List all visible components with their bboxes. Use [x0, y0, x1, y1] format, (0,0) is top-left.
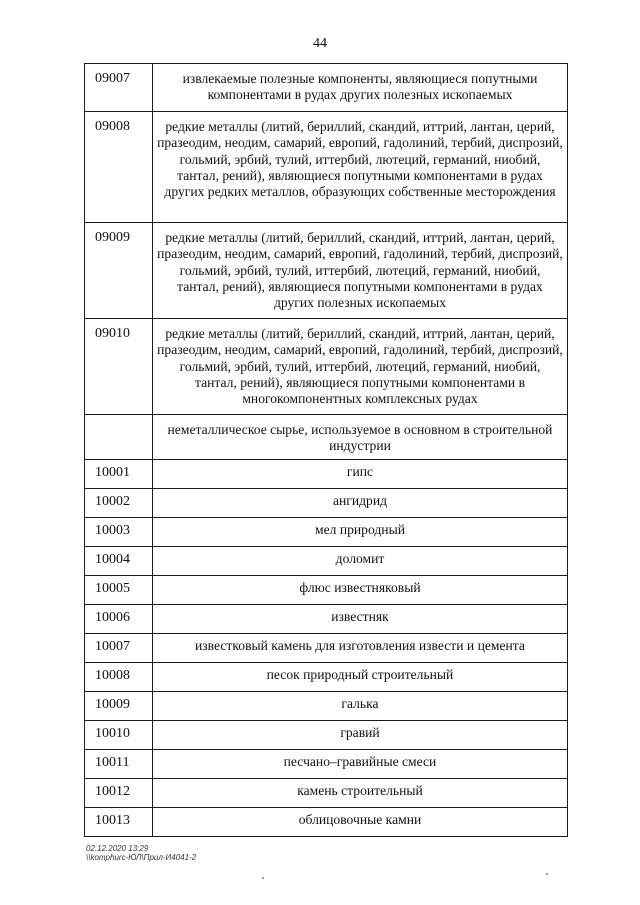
- description-cell: песчано–гравийные смеси: [153, 749, 568, 778]
- table-row: [85, 749, 568, 778]
- table-row: [85, 112, 568, 223]
- code-cell: 10002: [85, 488, 153, 517]
- code-cell: 09009: [85, 223, 153, 319]
- description-cell: известняк: [153, 604, 568, 633]
- scan-speck: [546, 873, 548, 875]
- code-cell: 10010: [85, 720, 153, 749]
- table-row: [85, 604, 568, 633]
- description-cell: известковый камень для изготовления извести и цемента: [153, 633, 568, 662]
- code-cell: 09010: [85, 319, 153, 415]
- table-row: [85, 517, 568, 546]
- code-cell: 09008: [85, 112, 153, 223]
- footer-timestamp: 02.12.2020 13:29: [86, 844, 149, 853]
- description-cell: камень строительный: [153, 778, 568, 807]
- table-row: [85, 575, 568, 604]
- table-row: [85, 778, 568, 807]
- description-cell: мел природный: [153, 517, 568, 546]
- description-cell: галька: [153, 691, 568, 720]
- code-cell: 10006: [85, 604, 153, 633]
- code-cell: [85, 415, 153, 460]
- description-cell: редкие металлы (литий, бериллий, скандий, иттрий, лантан, церий, празеодим, неодим, самарий, европий, гадолиний, тербий, диспрозий, гольмий, эрбий, тулий, иттербий, лютеций, германий, ниобий, тантал, рений), являющиеся попутными компонентами в рудах других полезных ископаемых: [153, 223, 568, 319]
- description-cell: гравий: [153, 720, 568, 749]
- description-cell: флюс известняковый: [153, 575, 568, 604]
- description-cell: редкие металлы (литий, бериллий, скандий, иттрий, лантан, церий, празеодим, неодим, самарий, европий, гадолиний, тербий, диспрозий, гольмий, эрбий, тулий, иттербий, лютеций, германий, ниобий, тантал, рений), являющиеся попутными компонентами в рудах других редких металлов, образующих собственные месторождения: [153, 112, 568, 223]
- table-row: [85, 223, 568, 319]
- table-row: [85, 64, 568, 112]
- code-cell: 10011: [85, 749, 153, 778]
- description-cell: облицовочные камни: [153, 807, 568, 836]
- minerals-code-table: [84, 63, 568, 837]
- table-row: [85, 319, 568, 415]
- table-row: [85, 633, 568, 662]
- code-cell: 10003: [85, 517, 153, 546]
- code-cell: 10009: [85, 691, 153, 720]
- scan-speck: [262, 877, 264, 879]
- description-cell: редкие металлы (литий, бериллий, скандий, иттрий, лантан, церий, празеодим, неодим, самарий, европий, гадолиний, тербий, диспрозий, гольмий, эрбий, тулий, иттербий, лютеций, германий, ниобий, тантал, рений), являющиеся попутными компонентами в многокомпонентных комплексных рудах: [153, 319, 568, 415]
- description-cell: гипс: [153, 459, 568, 488]
- description-cell: извлекаемые полезные компоненты, являющиеся попутными компонентами в рудах других полезных ископаемых: [153, 64, 568, 112]
- code-cell: 10004: [85, 546, 153, 575]
- code-cell: 10008: [85, 662, 153, 691]
- table-row: [85, 720, 568, 749]
- page-number: 44: [313, 36, 327, 51]
- table-row: [85, 691, 568, 720]
- code-cell: 10013: [85, 807, 153, 836]
- table-row: [85, 662, 568, 691]
- code-cell: 10007: [85, 633, 153, 662]
- description-cell: доломит: [153, 546, 568, 575]
- table-row: [85, 488, 568, 517]
- document-footer: [86, 844, 196, 862]
- code-cell: 10005: [85, 575, 153, 604]
- code-cell: 09007: [85, 64, 153, 112]
- table-row: [85, 459, 568, 488]
- description-cell: ангидрид: [153, 488, 568, 517]
- footer-file-path: \\komphurc-ЮЛ\Прил-И4041-2: [86, 853, 197, 862]
- code-cell: 10012: [85, 778, 153, 807]
- table-row: [85, 546, 568, 575]
- table-row: [85, 415, 568, 460]
- description-cell: песок природный строительный: [153, 662, 568, 691]
- section-heading-cell: неметаллическое сырье, используемое в основном в строительной индустрии: [153, 415, 568, 460]
- code-cell: 10001: [85, 459, 153, 488]
- table-row: [85, 807, 568, 836]
